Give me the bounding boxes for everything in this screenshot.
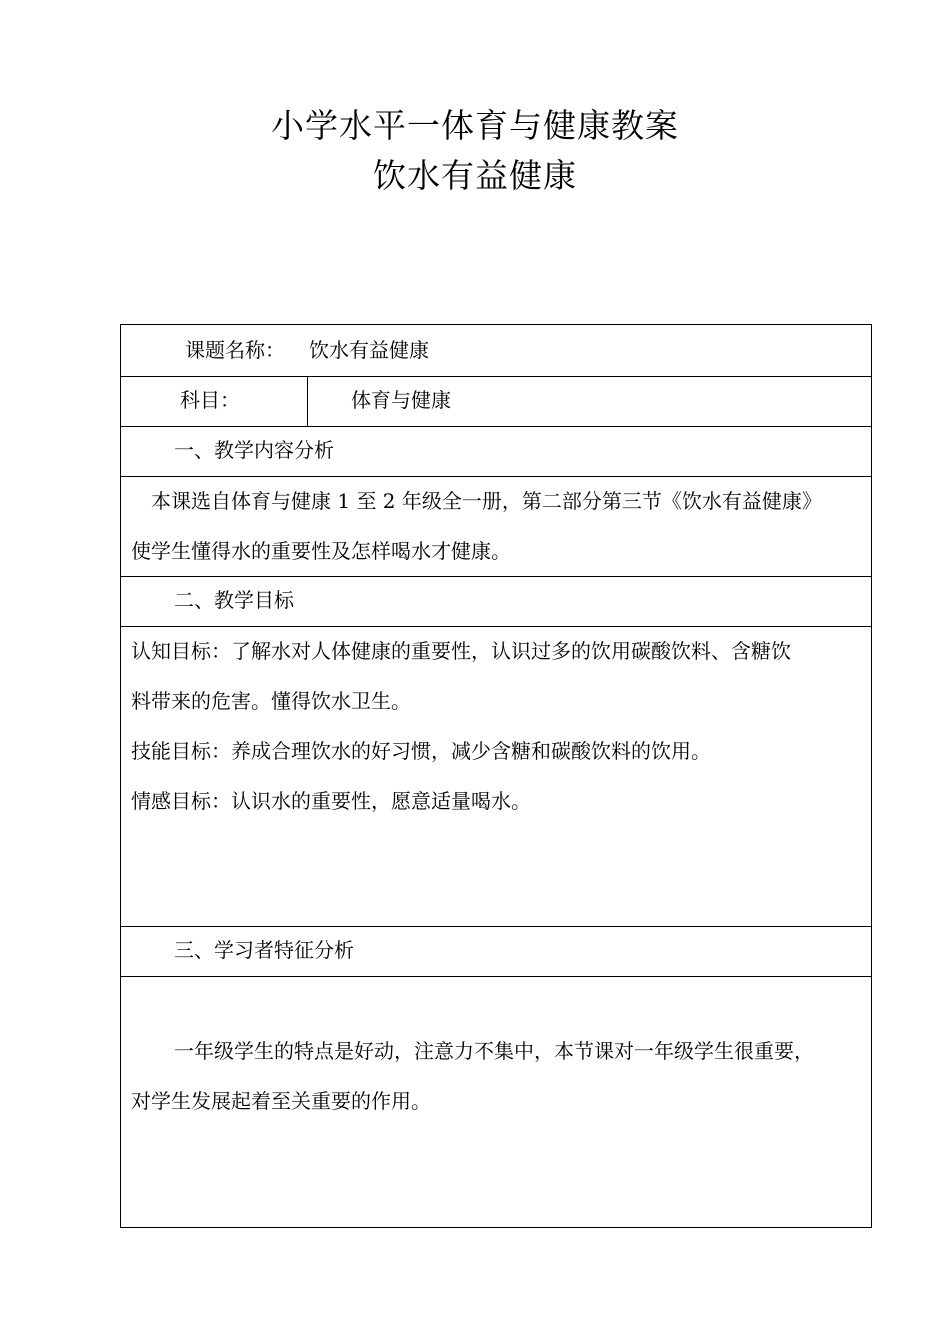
goal-line: 情感目标：认识水的重要性，愿意适量喝水。 — [131, 789, 531, 813]
topic-label: 课题名称： — [185, 338, 285, 362]
topic-value: 饮水有益健康 — [309, 338, 429, 362]
section-heading-content-analysis: 一、教学内容分析 — [174, 438, 334, 462]
goal-line: 认知目标：了解水对人体健康的重要性，认识过多的饮用碳酸饮料、含糖饮 — [131, 639, 791, 663]
content-analysis-line: 本课选自体育与健康 1 至 2 年级全一册，第二部分第三节《饮水有益健康》 — [151, 489, 822, 513]
document-title: 小学水平一体育与健康教案 — [271, 106, 679, 145]
lesson-plan-table — [120, 324, 872, 1228]
section-heading-learner-analysis: 三、学习者特征分析 — [174, 938, 354, 962]
content-analysis-line: 使学生懂得水的重要性及怎样喝水才健康。 — [131, 539, 511, 563]
row-divider — [121, 976, 871, 977]
learner-analysis-line: 一年级学生的特点是好动，注意力不集中，本节课对一年级学生很重要， — [174, 1039, 814, 1063]
row-divider — [121, 426, 871, 427]
row-divider — [121, 576, 871, 577]
learner-analysis-line: 对学生发展起着至关重要的作用。 — [131, 1089, 431, 1113]
column-divider — [307, 376, 308, 426]
row-divider — [121, 376, 871, 377]
goal-line: 料带来的危害。懂得饮水卫生。 — [131, 689, 411, 713]
subject-label: 科目： — [180, 388, 240, 412]
document-subtitle: 饮水有益健康 — [373, 156, 577, 195]
goal-line: 技能目标：养成合理饮水的好习惯，减少含糖和碳酸饮料的饮用。 — [131, 739, 711, 763]
section-heading-teaching-goals: 二、教学目标 — [174, 588, 294, 612]
row-divider — [121, 926, 871, 927]
subject-value: 体育与健康 — [351, 388, 451, 412]
